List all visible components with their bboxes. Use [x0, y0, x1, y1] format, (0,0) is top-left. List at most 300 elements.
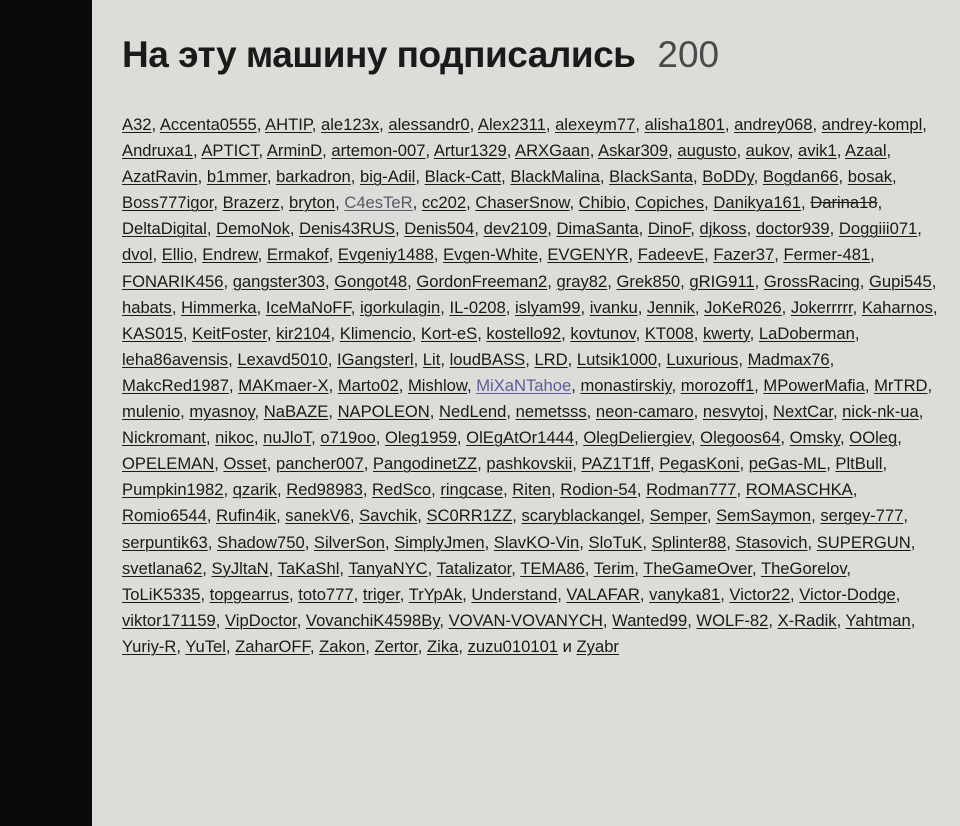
subscriber-link[interactable]: avik1: [797, 141, 837, 161]
subscriber-link[interactable]: TheGorelov: [760, 558, 847, 578]
subscriber-link[interactable]: andrey068: [734, 115, 813, 134]
subscriber-link[interactable]: b1mmer: [206, 167, 267, 187]
list-separator: ,: [838, 167, 848, 187]
list-separator: ,: [657, 349, 667, 369]
subscriber-link[interactable]: IL-0208: [449, 297, 506, 317]
subscriber-link[interactable]: VovanchiK4598By: [305, 610, 440, 630]
subscriber-link[interactable]: nesvytoj: [702, 402, 764, 422]
list-separator: ,: [458, 636, 468, 656]
list-separator: ,: [864, 375, 875, 395]
subscriber-link[interactable]: aukov: [745, 141, 789, 161]
subscriber-link[interactable]: TheGameOver: [643, 558, 753, 578]
subscriber-link[interactable]: C4esTeR: [344, 193, 413, 213]
subscriber-link[interactable]: Danikya161: [713, 193, 802, 213]
list-separator: ,: [266, 167, 277, 187]
subscriber-link[interactable]: Rodion-54: [560, 480, 637, 500]
subscriber-link[interactable]: DinoF: [647, 219, 691, 239]
subscriber-link[interactable]: Riten: [512, 480, 552, 500]
subscriber-link[interactable]: bosak: [847, 167, 893, 187]
subscriber-link[interactable]: SC0RR1ZZ: [426, 506, 513, 526]
list-separator: ,: [276, 480, 287, 500]
subscriber-link[interactable]: igorkulagin: [359, 297, 441, 317]
subscriber-link[interactable]: Evgeniy1488: [337, 245, 434, 265]
subscriber-link[interactable]: ivanku: [589, 297, 638, 317]
subscriber-link[interactable]: Zertor: [374, 636, 418, 656]
list-separator: ,: [411, 323, 421, 343]
subscriber-link[interactable]: dvol: [122, 245, 153, 265]
subscriber-link[interactable]: gRIG911: [689, 271, 755, 291]
subscriber-link[interactable]: DemoNok: [216, 219, 290, 239]
subscriber-link[interactable]: OPELEMAN: [122, 454, 215, 474]
subscriber-link[interactable]: PegasKoni: [659, 454, 740, 474]
list-separator: ,: [512, 506, 522, 526]
subscriber-link[interactable]: Marto02: [337, 375, 399, 395]
subscriber-link[interactable]: Grek850: [616, 271, 681, 291]
list-separator: ,: [854, 323, 860, 343]
subscriber-link[interactable]: MiXaNTahoe: [476, 375, 572, 395]
list-separator: ,: [922, 115, 927, 134]
list-separator: ,: [693, 402, 703, 422]
subscriber-link[interactable]: scaryblackangel: [521, 506, 641, 526]
subscriber-link[interactable]: loudBASS: [449, 349, 526, 369]
subscriber-link[interactable]: YuTel: [185, 636, 226, 656]
subscriber-link[interactable]: MakcRed1987: [122, 375, 230, 395]
subscriber-link[interactable]: alexeym77: [555, 115, 636, 134]
subscriber-link[interactable]: Klimencio: [339, 323, 412, 343]
list-separator: ,: [399, 584, 409, 604]
subscriber-link[interactable]: Chibio: [578, 193, 626, 213]
list-separator: ,: [213, 193, 223, 213]
subscriber-link[interactable]: Doggiii071: [838, 219, 918, 239]
subscriber-link[interactable]: sanekV6: [285, 506, 350, 526]
list-separator: ,: [892, 167, 897, 187]
subscriber-link[interactable]: Rufin4ik: [216, 506, 277, 526]
subscriber-link[interactable]: kwerty: [702, 323, 750, 343]
list-separator: ,: [574, 428, 584, 448]
list-separator: ,: [223, 480, 233, 500]
subscriber-link[interactable]: serpuntik63: [122, 532, 208, 552]
subscriber-link[interactable]: PAZ1T1ff: [581, 454, 650, 474]
list-separator: ,: [704, 245, 714, 265]
subscriber-link[interactable]: dev2109: [483, 219, 548, 239]
list-separator: ,: [846, 558, 852, 578]
list-separator: ,: [412, 193, 422, 213]
subscriber-link[interactable]: MPowerMafia: [763, 375, 865, 395]
subscriber-link[interactable]: Victor-Dodge: [799, 584, 896, 604]
subscriber-link[interactable]: habats: [122, 297, 172, 317]
subscriber-link[interactable]: Evgen-White: [443, 245, 539, 265]
subscriber-link[interactable]: neon-camaro: [595, 402, 694, 422]
subscriber-link[interactable]: sergey-777: [820, 506, 904, 526]
subscriber-link[interactable]: IGangsterl: [337, 349, 414, 369]
list-separator: ,: [736, 141, 746, 161]
list-separator: ,: [637, 297, 647, 317]
list-separator: ,: [171, 297, 182, 317]
subscriber-link[interactable]: LRD: [534, 349, 568, 369]
subscriber-link[interactable]: nick-nk-ua: [842, 402, 919, 422]
subscriber-link[interactable]: Madmax76: [747, 349, 830, 369]
subscriber-link[interactable]: Kaharnos: [861, 297, 933, 317]
list-separator: ,: [586, 402, 596, 422]
list-separator: ,: [207, 532, 218, 552]
list-separator: ,: [525, 349, 535, 369]
list-separator: ,: [462, 584, 472, 604]
list-separator: ,: [466, 193, 476, 213]
list-separator: ,: [580, 297, 590, 317]
subscriber-link[interactable]: Victor22: [729, 584, 790, 604]
list-separator: ,: [324, 271, 335, 291]
subscriber-link[interactable]: Rodman777: [646, 480, 737, 500]
list-separator: ,: [228, 349, 238, 369]
subscriber-link[interactable]: zuzu010101: [467, 636, 559, 656]
subscriber-link[interactable]: Endrew: [202, 245, 258, 265]
subscriber-link[interactable]: VOVAN-VOVANYCH: [448, 610, 603, 630]
subscriber-link[interactable]: KAS015: [122, 323, 183, 343]
subscriber-link[interactable]: PltBull: [835, 454, 883, 474]
subscriber-link[interactable]: pashkovskii: [486, 454, 573, 474]
list-separator: ,: [704, 193, 714, 213]
list-separator: ,: [736, 480, 746, 500]
subscriber-link[interactable]: NedLend: [439, 402, 507, 422]
subscriber-link[interactable]: Olegoos64: [700, 428, 781, 448]
list-separator: ,: [350, 167, 361, 187]
subscriber-link[interactable]: GrossRacing: [763, 271, 860, 291]
subscriber-link[interactable]: Terim: [593, 558, 635, 578]
subscriber-link[interactable]: SimplyJmen: [394, 532, 485, 552]
subscriber-link[interactable]: Osset: [223, 454, 267, 474]
subscriber-link[interactable]: Romio6544: [122, 506, 207, 526]
subscriber-link[interactable]: Nickromant: [122, 428, 206, 448]
subscriber-link[interactable]: Zyabr: [576, 636, 619, 656]
subscriber-count: 200: [657, 34, 720, 75]
subscriber-link[interactable]: VALAFAR: [566, 584, 640, 604]
subscriber-link[interactable]: Ellio: [161, 245, 194, 265]
subscriber-link[interactable]: ToLiK5335: [122, 584, 201, 604]
list-separator: ,: [694, 297, 705, 317]
subscriber-link[interactable]: X-Radik: [777, 610, 837, 630]
list-separator: ,: [254, 402, 264, 422]
subscriber-link[interactable]: Denis504: [404, 219, 475, 239]
subscriber-link[interactable]: Fazer37: [713, 245, 775, 265]
subscriber-link[interactable]: GordonFreeman2: [416, 271, 548, 291]
subscriber-link[interactable]: LaDoberman: [758, 323, 855, 343]
subscriber-link[interactable]: Mishlow: [407, 375, 467, 395]
list-separator: ,: [668, 141, 678, 161]
subscriber-link[interactable]: Gongot48: [334, 271, 408, 291]
header: [122, 34, 938, 88]
list-separator: ,: [579, 532, 589, 552]
list-separator: ,: [852, 480, 858, 500]
subscriber-link[interactable]: Lit: [422, 349, 441, 369]
subscriber-link[interactable]: Lexavd5010: [237, 349, 328, 369]
subscriber-link[interactable]: cc202: [421, 193, 467, 213]
subscriber-link[interactable]: Accenta0555: [159, 115, 257, 134]
subscriber-link[interactable]: Understand: [471, 584, 558, 604]
subscriber-link[interactable]: Black-Catt: [424, 167, 502, 187]
subscriber-link[interactable]: nemetsss: [515, 402, 587, 422]
subscriber-link[interactable]: Gupi545: [868, 271, 932, 291]
subscriber-link[interactable]: Zika: [427, 636, 459, 656]
list-separator: ,: [931, 271, 937, 291]
subscriber-link[interactable]: SemSaymon: [716, 506, 812, 526]
subscriber-link[interactable]: alisha1801: [644, 115, 725, 134]
subscriber-link[interactable]: TEMA86: [520, 558, 585, 578]
list-separator: ,: [328, 375, 338, 395]
subscriber-link[interactable]: BlackMalina: [510, 167, 600, 187]
subscriber-link[interactable]: o719oo: [320, 428, 376, 448]
list-separator: ,: [859, 271, 869, 291]
subscriber-link[interactable]: alessandr0: [388, 115, 470, 134]
list-separator: ,: [253, 428, 264, 448]
subscriber-link[interactable]: ArminD: [266, 141, 323, 161]
subscriber-link[interactable]: SlavKO-Vin: [493, 532, 580, 552]
subscriber-link[interactable]: ale123x: [321, 115, 380, 134]
list-separator: ,: [395, 219, 405, 239]
list-separator: ,: [903, 506, 908, 526]
subscriber-link[interactable]: DeltaDigital: [122, 219, 207, 239]
subscriber-link[interactable]: Zakon: [319, 636, 366, 656]
subscriber-link[interactable]: MAKmaer-X: [238, 375, 329, 395]
subscriber-link[interactable]: mulenio: [122, 402, 181, 422]
subscriber-link[interactable]: KeitFoster: [192, 323, 267, 343]
subscriber-link[interactable]: Pumpkin1982: [122, 480, 224, 500]
subscriber-link[interactable]: Lutsik1000: [576, 349, 658, 369]
subscriber-link[interactable]: ZaharOFF: [235, 636, 310, 656]
subscriber-link[interactable]: morozoff1: [680, 375, 755, 395]
subscriber-link[interactable]: kovtunov: [570, 323, 636, 343]
list-separator: ,: [440, 349, 450, 369]
subscriber-link[interactable]: Alex2311: [477, 115, 546, 134]
list-separator: ,: [895, 584, 901, 604]
list-separator: ,: [279, 193, 289, 213]
subscriber-link[interactable]: Jokerrrrr: [790, 297, 853, 317]
subscriber-link[interactable]: pancher007: [276, 454, 364, 474]
subscriber-link[interactable]: FONARIK456: [122, 271, 224, 291]
list-separator: ,: [304, 532, 314, 552]
subscriber-link[interactable]: NaBAZE: [263, 402, 329, 422]
subscriber-link[interactable]: myasnoy: [189, 402, 255, 422]
subscriber-link[interactable]: Splinter88: [651, 532, 727, 552]
subscriber-link[interactable]: JoKeR026: [704, 297, 782, 317]
subscriber-link[interactable]: big-Adil: [360, 167, 416, 187]
subscriber-link[interactable]: triger: [362, 584, 400, 604]
subscriber-link[interactable]: IceMaNoFF: [265, 297, 351, 317]
subscriber-link[interactable]: barkadron: [276, 167, 351, 187]
list-separator: ,: [811, 506, 821, 526]
list-separator: ,: [379, 115, 389, 134]
subscriber-link[interactable]: VipDoctor: [225, 610, 297, 630]
subscriber-link[interactable]: doctor939: [755, 219, 830, 239]
subscriber-link[interactable]: Brazerz: [222, 193, 280, 213]
list-separator: ,: [256, 115, 266, 134]
subscriber-link[interactable]: kir2104: [276, 323, 331, 343]
list-separator: ,: [266, 323, 277, 343]
list-separator: ,: [625, 193, 635, 213]
subscriber-link[interactable]: EVGENYR: [547, 245, 629, 265]
list-separator: ,: [687, 610, 697, 630]
subscriber-link[interactable]: OlegDeliergiev: [583, 428, 691, 448]
list-separator: ,: [276, 506, 286, 526]
list-separator: ,: [511, 558, 521, 578]
subscriber-link[interactable]: gray82: [556, 271, 608, 291]
list-separator: ,: [649, 454, 660, 474]
list-separator: ,: [474, 219, 484, 239]
subscriber-link[interactable]: kostello92: [486, 323, 562, 343]
list-separator: ,: [836, 141, 846, 161]
subscriber-link[interactable]: RedSco: [372, 480, 432, 500]
subscriber-link[interactable]: nikoc: [215, 428, 254, 448]
subscriber-link[interactable]: Tatalizator: [436, 558, 512, 578]
subscriber-link[interactable]: SyJltaN: [211, 558, 269, 578]
subscriber-link[interactable]: Boss777igor: [122, 193, 214, 213]
subscriber-link[interactable]: APTICT: [201, 141, 259, 161]
list-separator: ,: [634, 558, 644, 578]
subscriber-link[interactable]: DimaSanta: [556, 219, 639, 239]
subscriber-link[interactable]: Andruxa1: [122, 141, 194, 161]
subscriber-link[interactable]: islyam99: [515, 297, 581, 317]
subscriber-link[interactable]: Bogdan66: [762, 167, 839, 187]
subscriber-link[interactable]: augusto: [677, 141, 737, 161]
list-separator: ,: [877, 193, 883, 213]
list-separator: ,: [726, 532, 736, 552]
list-separator: ,: [289, 584, 299, 604]
subscriber-link[interactable]: bryton: [288, 193, 336, 213]
list-separator: ,: [749, 323, 759, 343]
list-separator: ,: [584, 558, 594, 578]
list-separator: ,: [363, 454, 373, 474]
subscriber-link[interactable]: Wanted99: [612, 610, 688, 630]
list-separator: ,: [780, 428, 790, 448]
subscriber-link[interactable]: Askar309: [598, 141, 669, 161]
subscriber-link[interactable]: Copiches: [634, 193, 705, 213]
list-separator: ,: [738, 349, 748, 369]
subscriber-link[interactable]: Fermer-481: [783, 245, 871, 265]
subscriber-link[interactable]: Yuriy-R: [122, 636, 177, 656]
subscriber-link[interactable]: toto777: [298, 584, 354, 604]
subscriber-link[interactable]: Jennik: [646, 297, 695, 317]
list-separator: ,: [431, 480, 441, 500]
list-separator: ,: [720, 584, 730, 604]
subscriber-link[interactable]: ROMASCHKA: [745, 480, 853, 500]
list-separator: ,: [322, 141, 332, 161]
subscriber-link[interactable]: artemon-007: [331, 141, 426, 161]
subscriber-link[interactable]: Semper: [649, 506, 707, 526]
subscriber-link[interactable]: NAPOLEON: [337, 402, 430, 422]
list-separator: ,: [547, 219, 557, 239]
subscriber-link[interactable]: monastirskiy: [580, 375, 672, 395]
subscriber-link[interactable]: svetlana62: [122, 558, 203, 578]
list-separator: ,: [763, 402, 773, 422]
subscriber-link[interactable]: Artur1329: [433, 141, 507, 161]
subscriber-link[interactable]: Himmerka: [181, 297, 257, 317]
list-separator: ,: [927, 375, 933, 395]
subscriber-link[interactable]: leha86avensis: [122, 349, 229, 369]
subscriber-link[interactable]: FadeevE: [637, 245, 705, 265]
subscriber-link[interactable]: Stasovich: [735, 532, 808, 552]
list-separator: ,: [433, 245, 444, 265]
list-separator: ,: [206, 219, 217, 239]
subscriber-link[interactable]: TaKaShl: [277, 558, 340, 578]
list-separator: ,: [639, 584, 650, 604]
subscriber-link[interactable]: SloTuK: [588, 532, 643, 552]
subscriber-link[interactable]: Shadow750: [217, 532, 305, 552]
subscriber-link[interactable]: KT008: [644, 323, 694, 343]
subscriber-link[interactable]: Kort-eS: [420, 323, 478, 343]
subscriber-link[interactable]: WOLF-82: [696, 610, 769, 630]
subscriber-link[interactable]: Luxurious: [666, 349, 739, 369]
subscriber-link[interactable]: Omsky: [789, 428, 841, 448]
list-separator: ,: [328, 402, 338, 422]
list-separator: ,: [628, 245, 638, 265]
list-separator: ,: [151, 115, 160, 134]
list-separator: ,: [258, 141, 267, 161]
subscriber-link[interactable]: NextCar: [772, 402, 833, 422]
subscriber-link[interactable]: ringcase: [440, 480, 504, 500]
subscriber-link[interactable]: SUPERGUN: [816, 532, 911, 552]
list-separator: ,: [311, 428, 321, 448]
list-separator: ,: [327, 349, 337, 369]
list-separator: ,: [206, 506, 217, 526]
subscriber-link[interactable]: MrTRD: [874, 375, 928, 395]
subscriber-link[interactable]: Savchik: [359, 506, 418, 526]
subscriber-link[interactable]: ChaserSnow: [475, 193, 570, 213]
list-separator: ,: [311, 115, 321, 134]
subscriber-link[interactable]: andrey-kompl: [821, 115, 923, 134]
subscriber-link[interactable]: SilverSon: [313, 532, 385, 552]
subscriber-link[interactable]: BoDDy: [702, 167, 754, 187]
subscriber-link[interactable]: vanyka81: [649, 584, 721, 604]
list-separator: ,: [739, 454, 749, 474]
subscriber-link[interactable]: nuJloT: [263, 428, 312, 448]
subscriber-link[interactable]: djkoss: [699, 219, 747, 239]
subscriber-link[interactable]: AHTIP: [265, 115, 312, 134]
subscriber-link[interactable]: PangodinetZZ: [372, 454, 478, 474]
subscriber-link[interactable]: Red98983: [286, 480, 363, 500]
list-separator: ,: [349, 506, 360, 526]
list-separator: ,: [223, 271, 233, 291]
subscriber-link[interactable]: Azaal: [845, 141, 887, 161]
subscriber-link[interactable]: TanyaNYC: [348, 558, 428, 578]
list-separator: ,: [182, 323, 193, 343]
subscriber-link[interactable]: viktor171159: [122, 610, 216, 630]
list-separator: ,: [826, 454, 836, 474]
subscriber-link[interactable]: OlEgAtOr1444: [466, 428, 575, 448]
subscriber-link[interactable]: gangster303: [232, 271, 325, 291]
list-separator: ,: [214, 454, 224, 474]
subscriber-link[interactable]: A32: [122, 115, 152, 134]
subscriber-link[interactable]: Oleg1959: [384, 428, 457, 448]
subscriber-link[interactable]: TrYpAk: [408, 584, 463, 604]
list-separator: ,: [910, 532, 916, 552]
subscriber-link[interactable]: Ermakof: [266, 245, 329, 265]
subscriber-link[interactable]: Denis43RUS: [299, 219, 396, 239]
list-separator: ,: [538, 245, 548, 265]
list-separator: ,: [152, 245, 162, 265]
subscriber-link[interactable]: peGas-ML: [748, 454, 827, 474]
list-separator: ,: [690, 219, 700, 239]
subscriber-link[interactable]: topgearrus: [209, 584, 290, 604]
subscriber-link[interactable]: Yahtman: [845, 610, 911, 630]
list-separator: ,: [477, 323, 487, 343]
subscriber-link[interactable]: OOleg: [849, 428, 898, 448]
subscriber-link[interactable]: ARXGaan: [515, 141, 590, 161]
list-separator: ,: [384, 532, 395, 552]
subscriber-link[interactable]: Darina18: [810, 193, 878, 213]
subscriber-link[interactable]: BlackSanta: [609, 167, 694, 187]
subscriber-link[interactable]: qzarik: [232, 480, 277, 500]
list-separator: ,: [918, 402, 924, 422]
subscriber-link[interactable]: AzatRavin: [122, 167, 198, 187]
